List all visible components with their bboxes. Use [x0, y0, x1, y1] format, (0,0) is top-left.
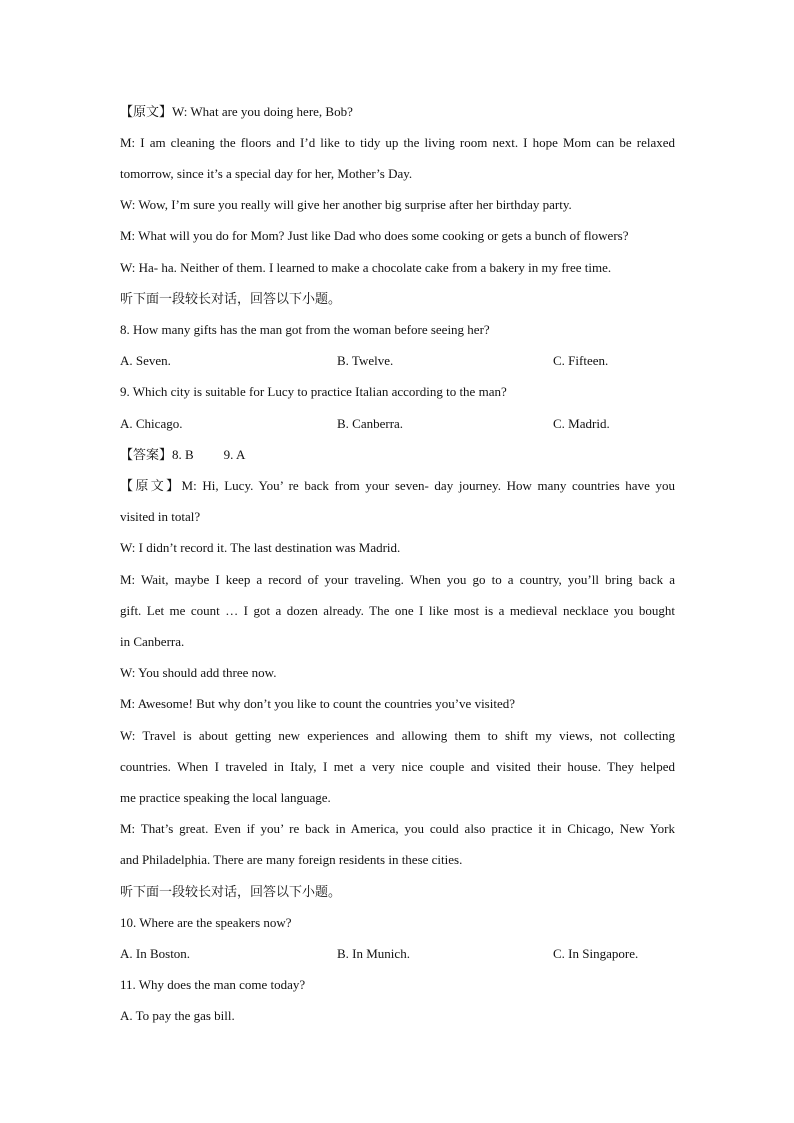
transcript-line: 【原文】W: What are you doing here, Bob? — [120, 104, 353, 119]
option-a: A. Seven. — [120, 353, 171, 368]
question-11-options — [120, 1006, 675, 1026]
option-c: C. Madrid. — [553, 416, 610, 431]
transcript-line: tomorrow, since it’s a special day for her, Mother’s Day. — [120, 166, 413, 181]
transcript-line: W: You should add three now. — [120, 665, 277, 680]
transcript-line: countries. When I traveled in Italy, I met a very nice couple and visited their house. They helped — [120, 759, 675, 774]
question-9-options — [120, 414, 675, 434]
option-b: B. Twelve. — [337, 353, 394, 368]
transcript-line: 【原文】M: Hi, Lucy. You’ re back from your seven- day journey. How many countries have you — [120, 478, 675, 493]
option-c: C. Fifteen. — [553, 353, 609, 368]
transcript-line: M: Awesome! But why don’t you like to count the countries you’ve visited? — [120, 696, 516, 711]
option-a: A. Chicago. — [120, 416, 183, 431]
option-c: C. In Singapore. — [553, 946, 639, 961]
question-10-options — [120, 944, 675, 964]
transcript-line: and Philadelphia. There are many foreign residents in these cities. — [120, 852, 463, 867]
option-a: A. To pay the gas bill. — [120, 1008, 235, 1023]
question-8-options — [120, 351, 675, 371]
transcript-line: M: Wait, maybe I keep a record of your traveling. When you go to a country, you’ll bring back a — [120, 572, 675, 587]
transcript-line: gift. Let me count … I got a dozen already. The one I like most is a medieval necklace you bought — [120, 603, 675, 618]
transcript-line: W: Travel is about getting new experiences and allowing them to shift my views, not collecting — [120, 728, 675, 743]
transcript-line: M: That’s great. Even if you’ re back in America, you could also practice it in Chicago, New York — [120, 821, 675, 836]
transcript-line: in Canberra. — [120, 634, 185, 649]
transcript-line: me practice speaking the local language. — [120, 790, 331, 805]
answer-key — [120, 445, 675, 465]
transcript-line: W: Wow, I’m sure you really will give her another big surprise after her birthday party. — [120, 197, 572, 212]
answer-second: 9. A — [223, 447, 246, 462]
option-b: B. Canberra. — [337, 416, 404, 431]
option-a: A. In Boston. — [120, 946, 191, 961]
question-11: 11. Why does the man come today? — [120, 977, 306, 992]
transcript-line: visited in total? — [120, 509, 201, 524]
transcript-line: W: Ha- ha. Neither of them. I learned to make a chocolate cake from a bakery in my free time. — [120, 260, 612, 275]
option-b: B. In Munich. — [337, 946, 410, 961]
question-9: 9. Which city is suitable for Lucy to practice Italian according to the man? — [120, 384, 507, 399]
transcript-line: M: I am cleaning the floors and I’d like to tidy up the living room next. I hope Mom can be relaxed — [120, 135, 675, 150]
question-8: 8. How many gifts has the man got from the woman before seeing her? — [120, 322, 490, 337]
question-10: 10. Where are the speakers now? — [120, 915, 292, 930]
transcript-line: W: I didn’t record it. The last destination was Madrid. — [120, 540, 401, 555]
answer-label: 【答案】8. B — [120, 447, 194, 462]
section-heading: 听下面一段较长对话，回答以下小题。 — [120, 884, 342, 899]
transcript-line: M: What will you do for Mom? Just like Dad who does some cooking or gets a bunch of flowers? — [120, 228, 629, 243]
section-heading: 听下面一段较长对话，回答以下小题。 — [120, 291, 342, 306]
